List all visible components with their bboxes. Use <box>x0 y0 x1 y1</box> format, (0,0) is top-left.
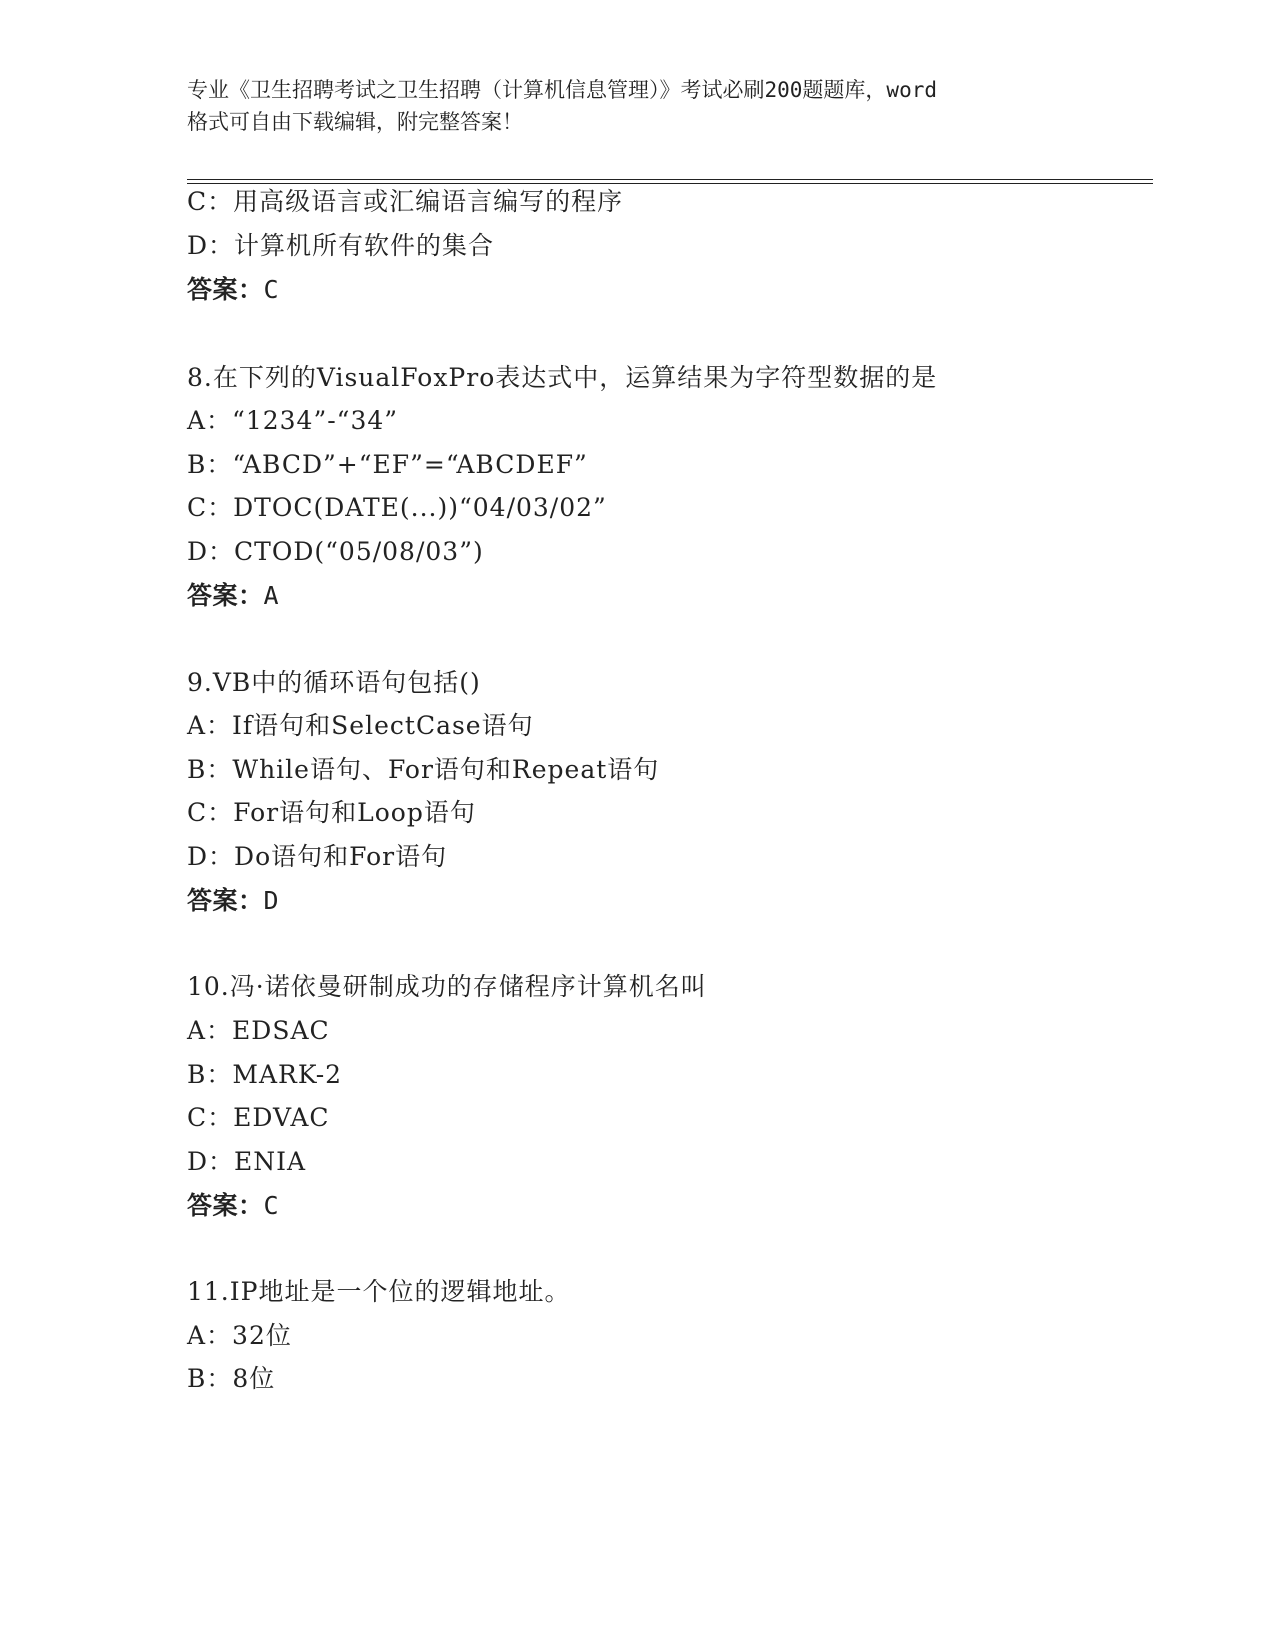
header-rule-bottom <box>187 183 1153 184</box>
q11-question: 11.IP地址是一个位的逻辑地址。 <box>187 1277 571 1306</box>
q7-answer <box>187 275 279 305</box>
q10-option-a: A：EDSAC <box>187 1016 330 1045</box>
q9-answer <box>187 886 279 916</box>
header-line-2: 格式可自由下载编辑，附完整答案！ <box>187 110 523 134</box>
q7-option-c: C：用高级语言或汇编语言编写的程序 <box>187 187 624 216</box>
q10-option-c: C：EDVAC <box>187 1103 330 1132</box>
q9-option-c: C：For语句和Loop语句 <box>187 798 476 827</box>
q8-question: 8.在下列的VisualFoxPro表达式中，运算结果为字符型数据的是 <box>187 363 938 392</box>
answer-label: 答案： <box>187 1191 264 1220</box>
q9-option-b: B：While语句、For语句和Repeat语句 <box>187 755 660 784</box>
answer-value: C <box>263 275 280 304</box>
q9-option-d: D：Do语句和For语句 <box>187 842 448 871</box>
q10-option-b: B：MARK-2 <box>187 1060 343 1089</box>
answer-label: 答案： <box>187 886 264 915</box>
q8-option-c: C：DTOC(DATE(...))“04/03/02” <box>187 493 607 522</box>
q7-option-d: D：计算机所有软件的集合 <box>187 231 495 260</box>
q8-answer <box>187 581 279 611</box>
q8-option-a: A：“1234”-“34” <box>187 406 399 435</box>
header-rule-top <box>187 179 1153 180</box>
q10-option-d: D：ENIA <box>187 1147 307 1176</box>
q9-question: 9.VB中的循环语句包括() <box>187 668 481 697</box>
header-line-1: 专业《卫生招聘考试之卫生招聘（计算机信息管理）》考试必刷200题题库，word <box>187 78 937 102</box>
answer-value: C <box>263 1191 280 1220</box>
q11-option-a: A：32位 <box>187 1321 292 1350</box>
answer-label: 答案： <box>187 581 264 610</box>
answer-label: 答案： <box>187 275 264 304</box>
q10-question: 10.冯·诺依曼研制成功的存储程序计算机名叫 <box>187 972 707 1001</box>
q8-option-d: D：CTOD(“05/08/03”) <box>187 537 484 566</box>
q10-answer <box>187 1191 279 1221</box>
answer-value: D <box>263 886 280 915</box>
q8-option-b: B：“ABCD”+“EF”=“ABCDEF” <box>187 450 588 479</box>
q9-option-a: A：If语句和SelectCase语句 <box>187 711 534 740</box>
answer-value: A <box>263 581 280 610</box>
q11-option-b: B：8位 <box>187 1364 276 1393</box>
document-header <box>187 74 1087 138</box>
